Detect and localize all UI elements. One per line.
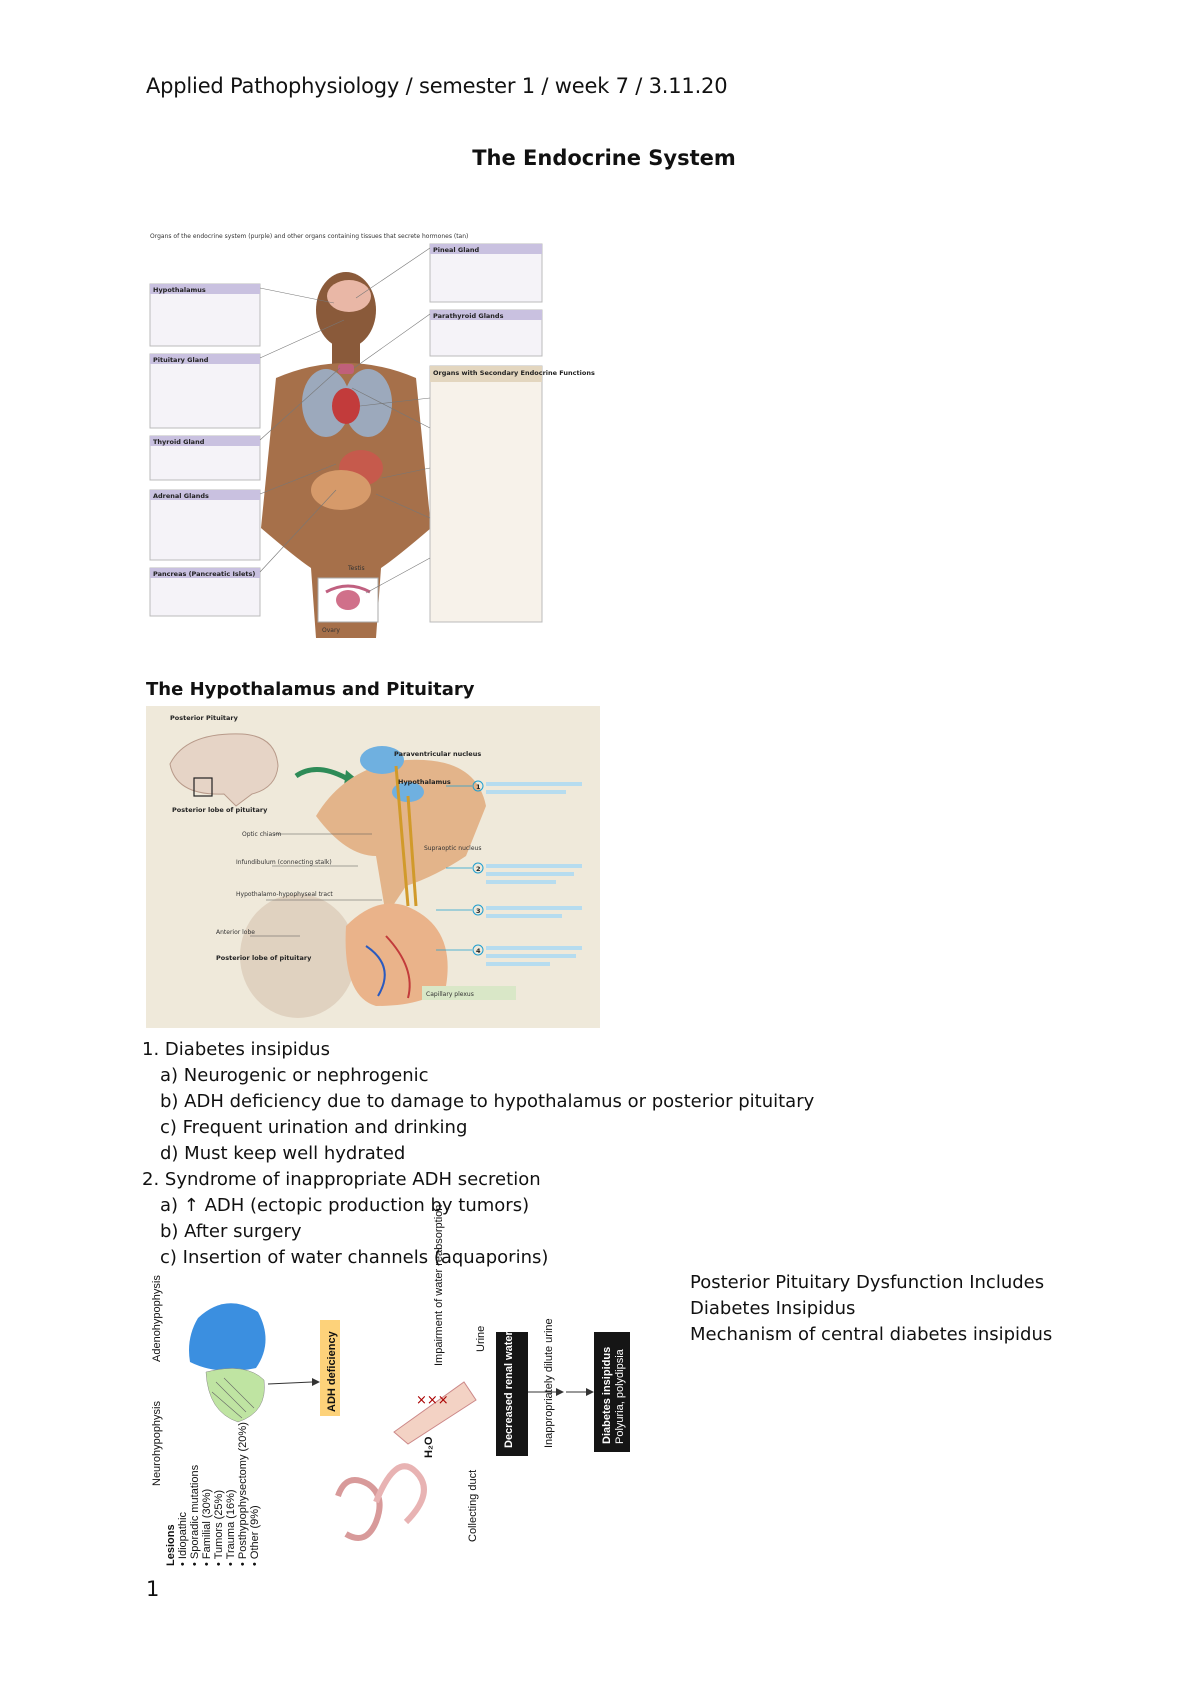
list-subitem: a) ↑ ADH (ectopic production by tumors) xyxy=(160,1195,530,1216)
thyroid-box-title: Thyroid Gland xyxy=(153,438,205,446)
list-subitem: a) Neurogenic or nephrogenic xyxy=(160,1065,429,1086)
tract-label: Hypothalamo-hypophyseal tract xyxy=(236,891,333,898)
capillary-label: Capillary plexus xyxy=(426,991,474,998)
lesion-item: • Posthypophysectomy (20%) xyxy=(237,1422,249,1566)
adenohypophysis-label: Adenohypophysis xyxy=(151,1275,163,1362)
lesions-list xyxy=(165,1422,261,1566)
list-number: 1. xyxy=(142,1039,160,1060)
lesions-title: Lesions xyxy=(165,1524,177,1566)
page-number: 1 xyxy=(146,1577,160,1601)
list-subitem: c) Insertion of water channels (aquaporins) xyxy=(160,1247,549,1268)
condition-list xyxy=(142,1037,814,1271)
testis-label: Testis xyxy=(348,565,365,572)
note-line: Posterior Pituitary Dysfunction Includes xyxy=(690,1272,1045,1293)
list-subitem: d) Must keep well hydrated xyxy=(160,1143,406,1164)
hypothalamus-box-title: Hypothalamus xyxy=(153,286,206,294)
lesion-item: • Trauma (16%) xyxy=(225,1489,237,1566)
fig2-caption: Posterior Pituitary xyxy=(170,714,238,722)
step-3: 3 xyxy=(476,907,481,915)
adh-deficiency-label: ADH deficiency xyxy=(326,1331,338,1412)
endocrine-organs-figure xyxy=(146,228,595,648)
paraventricular-label: Paraventricular nucleus xyxy=(394,750,482,758)
secondary-organs-box-title: Organs with Secondary Endocrine Functions xyxy=(433,369,595,377)
posterior-lobe-label: Posterior lobe of pituitary xyxy=(216,954,312,962)
anterior-lobe-label: Anterior lobe xyxy=(216,929,255,936)
optic-chiasm-label: Optic chiasm xyxy=(242,831,282,838)
thumb-posterior-label: Posterior lobe of pituitary xyxy=(172,806,268,814)
di-result-title: Diabetes insipidus xyxy=(601,1346,613,1444)
document-title xyxy=(0,146,1200,170)
nephron-illustration xyxy=(338,1382,476,1538)
lesion-item: • Idiopathic xyxy=(177,1512,189,1566)
list-item-text: Syndrome of inappropriate ADH secretion xyxy=(164,1169,541,1190)
neurohypophysis-label: Neurohypophysis xyxy=(151,1401,163,1486)
h2o-label: H₂O xyxy=(423,1436,435,1458)
di-result-sub: Polyuria, polydipsia xyxy=(614,1349,626,1444)
lesion-item: • Tumors (25%) xyxy=(213,1490,225,1566)
step-4: 4 xyxy=(476,947,481,955)
parathyroid-box-title: Parathyroid Glands xyxy=(433,312,504,320)
section-heading: The Hypothalamus and Pituitary xyxy=(146,679,475,700)
blocked-marks: ××× xyxy=(416,1393,449,1408)
list-item xyxy=(142,1037,814,1063)
lesion-item: • Other (9%) xyxy=(249,1505,261,1566)
lesion-item: • Sporadic mutations xyxy=(189,1464,201,1566)
adrenal-box-title: Adrenal Glands xyxy=(153,492,209,500)
collecting-duct-label: Collecting duct xyxy=(467,1469,479,1542)
impairment-label: Impairment of water reabsorption xyxy=(433,1204,445,1366)
list-subitem: b) ADH deficiency due to damage to hypothalamus or posterior pituitary xyxy=(160,1091,815,1112)
step-2: 2 xyxy=(476,865,481,873)
endocrine-organs-diagram xyxy=(146,228,595,648)
list-item-text: Diabetes insipidus xyxy=(164,1039,330,1060)
lesion-item: • Familial (30%) xyxy=(201,1488,213,1566)
note-line: Mechanism of central diabetes insipidus xyxy=(690,1324,1053,1345)
note-line: Diabetes Insipidus xyxy=(690,1298,856,1319)
step-1: 1 xyxy=(476,783,481,791)
infundibulum-label: Infundibulum (connecting stalk) xyxy=(236,859,332,866)
pancreas-box-title: Pancreas (Pancreatic Islets) xyxy=(153,570,256,578)
list-item xyxy=(142,1167,814,1193)
supraoptic-label: Supraoptic nucleus xyxy=(424,845,482,852)
figure-notes xyxy=(690,1270,1052,1348)
hypothalamus-label: Hypothalamus xyxy=(398,778,451,786)
decreased-reabsorption-label: Decreased renal water reabsorption xyxy=(503,1260,515,1448)
dilute-urine-label: Inappropriately dilute urine xyxy=(543,1318,555,1448)
course-header: Applied Pathophysiology / semester 1 / week 7 / 3.11.20 xyxy=(146,74,728,98)
list-subitem: c) Frequent urination and drinking xyxy=(160,1117,468,1138)
list-subitem: b) After surgery xyxy=(160,1221,302,1242)
pituitary-anatomy xyxy=(240,746,486,1018)
document-title-text: The Endocrine System xyxy=(472,146,736,170)
posterior-pituitary-figure xyxy=(146,706,600,1028)
posterior-pituitary-diagram xyxy=(146,706,600,1028)
ovary-label: Ovary xyxy=(322,627,340,634)
urine-label: Urine xyxy=(475,1325,487,1352)
fig1-caption: Organs of the endocrine system (purple) and other organs containing tissues that secrete hormones (tan) xyxy=(150,233,469,240)
list-number: 2. xyxy=(142,1169,160,1190)
pineal-box-title: Pineal Gland xyxy=(433,246,480,254)
pituitary-box-title: Pituitary Gland xyxy=(153,356,209,364)
